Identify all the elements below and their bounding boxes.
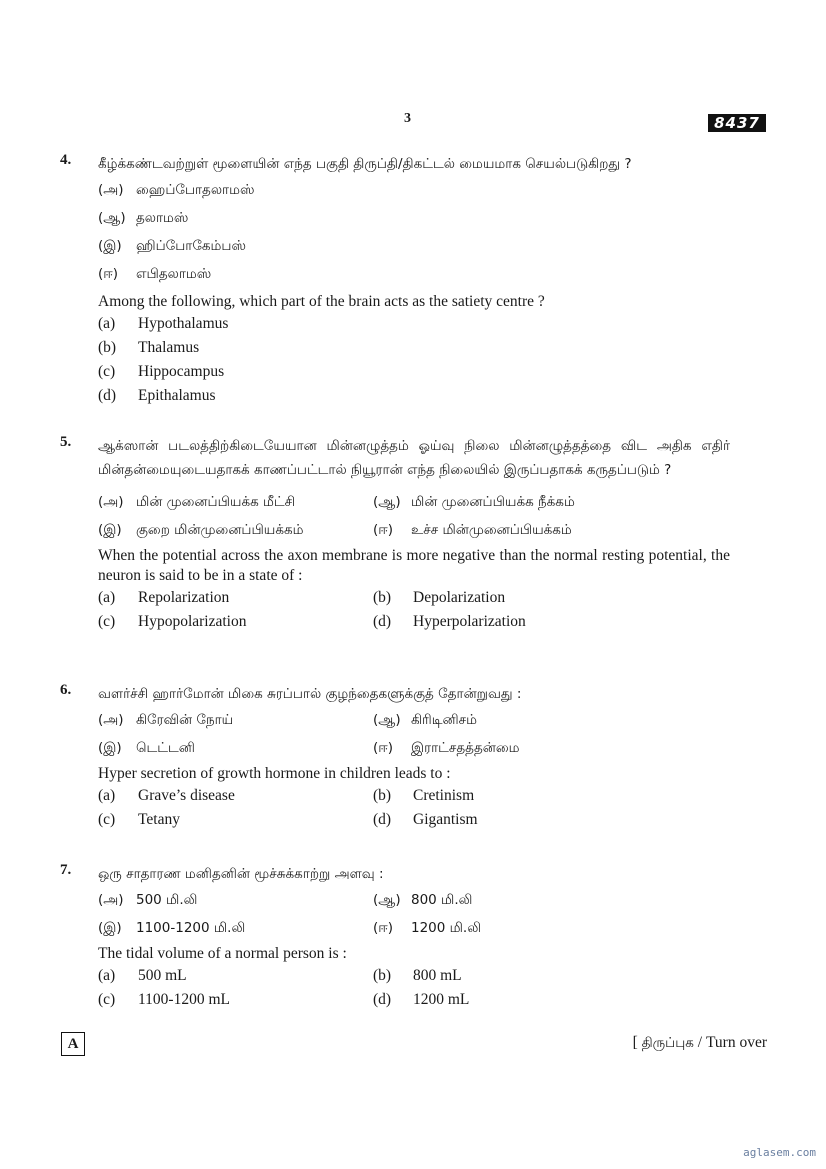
option-label: (அ) <box>98 892 124 908</box>
option-english <box>373 964 462 988</box>
option-tamil <box>98 706 373 734</box>
option-row-tamil <box>98 516 730 544</box>
option-text: எபிதலாமஸ் <box>136 266 212 282</box>
option-label: (ஆ) <box>373 712 401 728</box>
option-tamil <box>373 886 472 914</box>
option-label: (ஆ) <box>373 892 401 908</box>
paper-code-badge: 8437 <box>708 114 766 132</box>
option-text: ஹிப்போகேம்பஸ் <box>136 238 246 254</box>
question-text-tamil: ஒரு சாதாரண மனிதனின் மூச்சுக்காற்று அளவு : <box>98 866 384 882</box>
option-english <box>98 964 373 988</box>
option-row-english <box>98 988 730 1012</box>
option-label: (ஈ) <box>373 740 394 756</box>
page-number: 3 <box>404 111 411 126</box>
option-row-tamil <box>98 260 730 288</box>
question-6 <box>60 682 730 832</box>
option-row-tamil <box>98 204 730 232</box>
option-row-english <box>98 610 730 634</box>
option-label: (d) <box>373 613 392 630</box>
option-row-tamil <box>98 706 730 734</box>
option-english <box>373 610 526 634</box>
question-text-tamil: ஆக்ஸான் படலத்திற்கிடையேயான மின்னழுத்தம் ஓய்வு நிலை மின்னழுத்தத்தை விட அதிக எதிர் மின்தன்மையுடையதாகக் காணப்பட்டால் நியூரான் எந்த நிலையில் இருப்பதாகக் கருதப்படும் ? <box>98 438 730 478</box>
option-label: (அ) <box>98 712 124 728</box>
separator: / <box>697 1034 703 1051</box>
option-text: உச்ச மின்முனைப்பியக்கம் <box>411 522 572 538</box>
option-row-tamil <box>98 176 730 204</box>
option-english <box>98 360 224 384</box>
option-text: Hyperpolarization <box>413 613 526 630</box>
option-text: கிரிடினிசம் <box>411 712 478 728</box>
option-english <box>373 988 469 1012</box>
option-text: இராட்சதத்தன்மை <box>411 740 520 756</box>
option-tamil <box>98 232 246 260</box>
option-tamil <box>98 176 254 204</box>
option-label: (d) <box>373 991 392 1008</box>
turn-over-english: Turn over <box>705 1034 767 1051</box>
option-text: 800 mL <box>413 967 462 984</box>
option-english <box>373 784 474 808</box>
option-text: 1100-1200 mL <box>138 991 230 1008</box>
option-text: Grave’s disease <box>138 787 235 804</box>
option-label: (a) <box>98 787 116 804</box>
option-row-english <box>98 312 730 336</box>
option-label: (d) <box>98 387 117 404</box>
option-tamil <box>98 516 373 544</box>
option-text: குறை மின்முனைப்பியக்கம் <box>136 522 304 538</box>
question-5 <box>60 434 730 634</box>
option-text: 500 மி.லி <box>136 892 198 908</box>
option-tamil <box>98 488 373 516</box>
option-label: (இ) <box>98 238 122 254</box>
question-number: 7. <box>60 862 72 878</box>
option-english <box>373 808 478 832</box>
option-text: Gigantism <box>413 811 478 828</box>
option-text: Thalamus <box>138 339 200 356</box>
option-english <box>98 610 373 634</box>
option-label: (இ) <box>98 522 122 538</box>
option-row-english <box>98 586 730 610</box>
option-text: Hypopolarization <box>138 613 247 630</box>
option-label: (d) <box>373 811 392 828</box>
option-text: Cretinism <box>413 787 475 804</box>
option-tamil <box>373 488 575 516</box>
option-row-english <box>98 336 730 360</box>
question-number: 4. <box>60 152 72 168</box>
option-row-tamil <box>98 886 730 914</box>
option-row-tamil <box>98 914 730 942</box>
bracket: [ <box>632 1034 638 1051</box>
question-number: 5. <box>60 434 72 450</box>
option-english <box>98 384 216 408</box>
version-box: A <box>61 1032 85 1056</box>
question-text-tamil: வளர்ச்சி ஹார்மோன் மிகை சுரப்பால் குழந்தைகளுக்குத் தோன்றுவது : <box>98 686 522 702</box>
option-row-english <box>98 784 730 808</box>
option-label: (b) <box>373 589 392 606</box>
option-row-tamil <box>98 488 730 516</box>
option-text: Depolarization <box>413 589 506 606</box>
option-row-english <box>98 384 730 408</box>
option-row-tamil <box>98 232 730 260</box>
option-tamil <box>373 734 520 762</box>
option-text: டெட்டனி <box>136 740 195 756</box>
question-4 <box>60 152 730 408</box>
option-label: (b) <box>373 967 392 984</box>
option-english <box>98 808 373 832</box>
option-tamil <box>98 914 373 942</box>
question-text-english: Among the following, which part of the brain acts as the satiety centre ? <box>98 293 545 310</box>
option-label: (ஈ) <box>373 522 394 538</box>
option-text: 500 mL <box>138 967 187 984</box>
option-english <box>373 586 505 610</box>
option-text: ஹைப்போதலாமஸ் <box>136 182 255 198</box>
option-label: (c) <box>98 991 116 1008</box>
option-english <box>98 312 228 336</box>
option-text: 1200 மி.லி <box>411 920 481 936</box>
option-text: 1200 mL <box>413 991 470 1008</box>
option-tamil <box>373 516 572 544</box>
turn-over-tamil: திருப்புக <box>641 1035 694 1051</box>
option-label: (a) <box>98 589 116 606</box>
option-label: (a) <box>98 315 116 332</box>
option-text: மின் முனைப்பியக்க மீட்சி <box>136 494 296 510</box>
option-text: Repolarization <box>138 589 230 606</box>
option-label: (a) <box>98 967 116 984</box>
option-label: (c) <box>98 613 116 630</box>
option-text: Epithalamus <box>138 387 216 404</box>
option-label: (c) <box>98 363 116 380</box>
option-label: (b) <box>98 339 117 356</box>
option-tamil <box>98 734 373 762</box>
question-text-english: Hyper secretion of growth hormone in children leads to : <box>98 765 451 782</box>
question-text-english: The tidal volume of a normal person is : <box>98 945 347 962</box>
option-text: Hypothalamus <box>138 315 229 332</box>
option-text: 800 மி.லி <box>411 892 473 908</box>
watermark: aglasem.com <box>743 1146 816 1159</box>
option-english <box>98 586 373 610</box>
option-row-english <box>98 964 730 988</box>
option-text: Hippocampus <box>138 363 225 380</box>
turn-over-note <box>633 1034 767 1053</box>
option-row-english <box>98 808 730 832</box>
option-label: (இ) <box>98 920 122 936</box>
option-label: (அ) <box>98 494 124 510</box>
option-text: 1100-1200 மி.லி <box>136 920 246 936</box>
option-english <box>98 988 373 1012</box>
option-text: Tetany <box>138 811 180 828</box>
option-label: (ஆ) <box>373 494 401 510</box>
option-label: (b) <box>373 787 392 804</box>
question-text-tamil: கீழ்க்கண்டவற்றுள் மூளையின் எந்த பகுதி திருப்தி/திகட்டல் மையமாக செயல்படுகிறது ? <box>98 156 632 172</box>
option-label: (c) <box>98 811 116 828</box>
option-text: மின் முனைப்பியக்க நீக்கம் <box>411 494 575 510</box>
option-label: (ஈ) <box>98 266 119 282</box>
option-english <box>98 336 199 360</box>
option-row-tamil <box>98 734 730 762</box>
option-tamil <box>98 204 188 232</box>
option-tamil <box>98 886 373 914</box>
question-number: 6. <box>60 682 72 698</box>
option-text: தலாமஸ் <box>136 210 189 226</box>
question-text-english: When the potential across the axon membrane is more negative than the normal resting potential, the neuron is said to be in a state of : <box>98 547 730 584</box>
option-tamil <box>98 260 211 288</box>
option-text: கிரேவின் நோய் <box>136 712 234 728</box>
option-label: (ஈ) <box>373 920 394 936</box>
option-label: (ஆ) <box>98 210 126 226</box>
option-label: (இ) <box>98 740 122 756</box>
option-tamil <box>373 914 481 942</box>
option-tamil <box>373 706 477 734</box>
option-label: (அ) <box>98 182 124 198</box>
option-english <box>98 784 373 808</box>
option-row-english <box>98 360 730 384</box>
question-7 <box>60 862 730 1012</box>
